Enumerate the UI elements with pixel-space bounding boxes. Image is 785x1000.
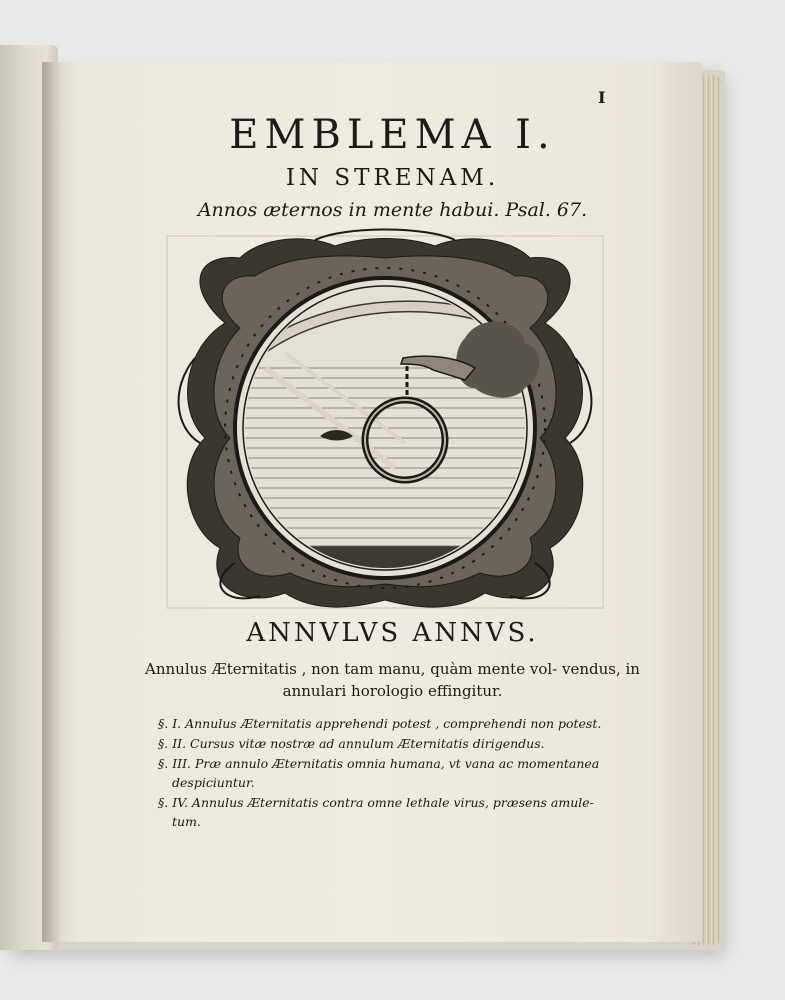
emblem-description: Annulus Æternitatis , non tam manu, quàm mente vol- vendus, in annulari horologio effingitur.: [145, 660, 640, 700]
emblem-motto: Annos æternos in mente habui. Psal. 67.: [197, 199, 588, 221]
section-item: §. II. Cursus vitæ nostræ ad annulum Æternitatis dirigendus.: [158, 736, 545, 751]
emblem-heading: ANNVLVS ANNVS.: [246, 618, 539, 648]
section-item: §. IV. Annulus Æternitatis contra omne lethale virus, præsens amule- tum.: [158, 795, 594, 829]
section-list: [158, 714, 618, 832]
emblem-engraving: [165, 228, 605, 613]
page-gutter: [42, 62, 62, 942]
section-item: §. I. Annulus Æternitatis apprehendi potest , comprehendi non potest.: [158, 716, 602, 731]
section-item: §. III. Præ annulo Æternitatis omnia humana, vt vana ac momentanea despiciuntur.: [158, 756, 600, 790]
emblem-subtitle: IN STRENAM.: [285, 165, 500, 191]
emblem-title: EMBLEMA I.: [229, 112, 556, 158]
page-corner-mark: I: [598, 88, 606, 107]
